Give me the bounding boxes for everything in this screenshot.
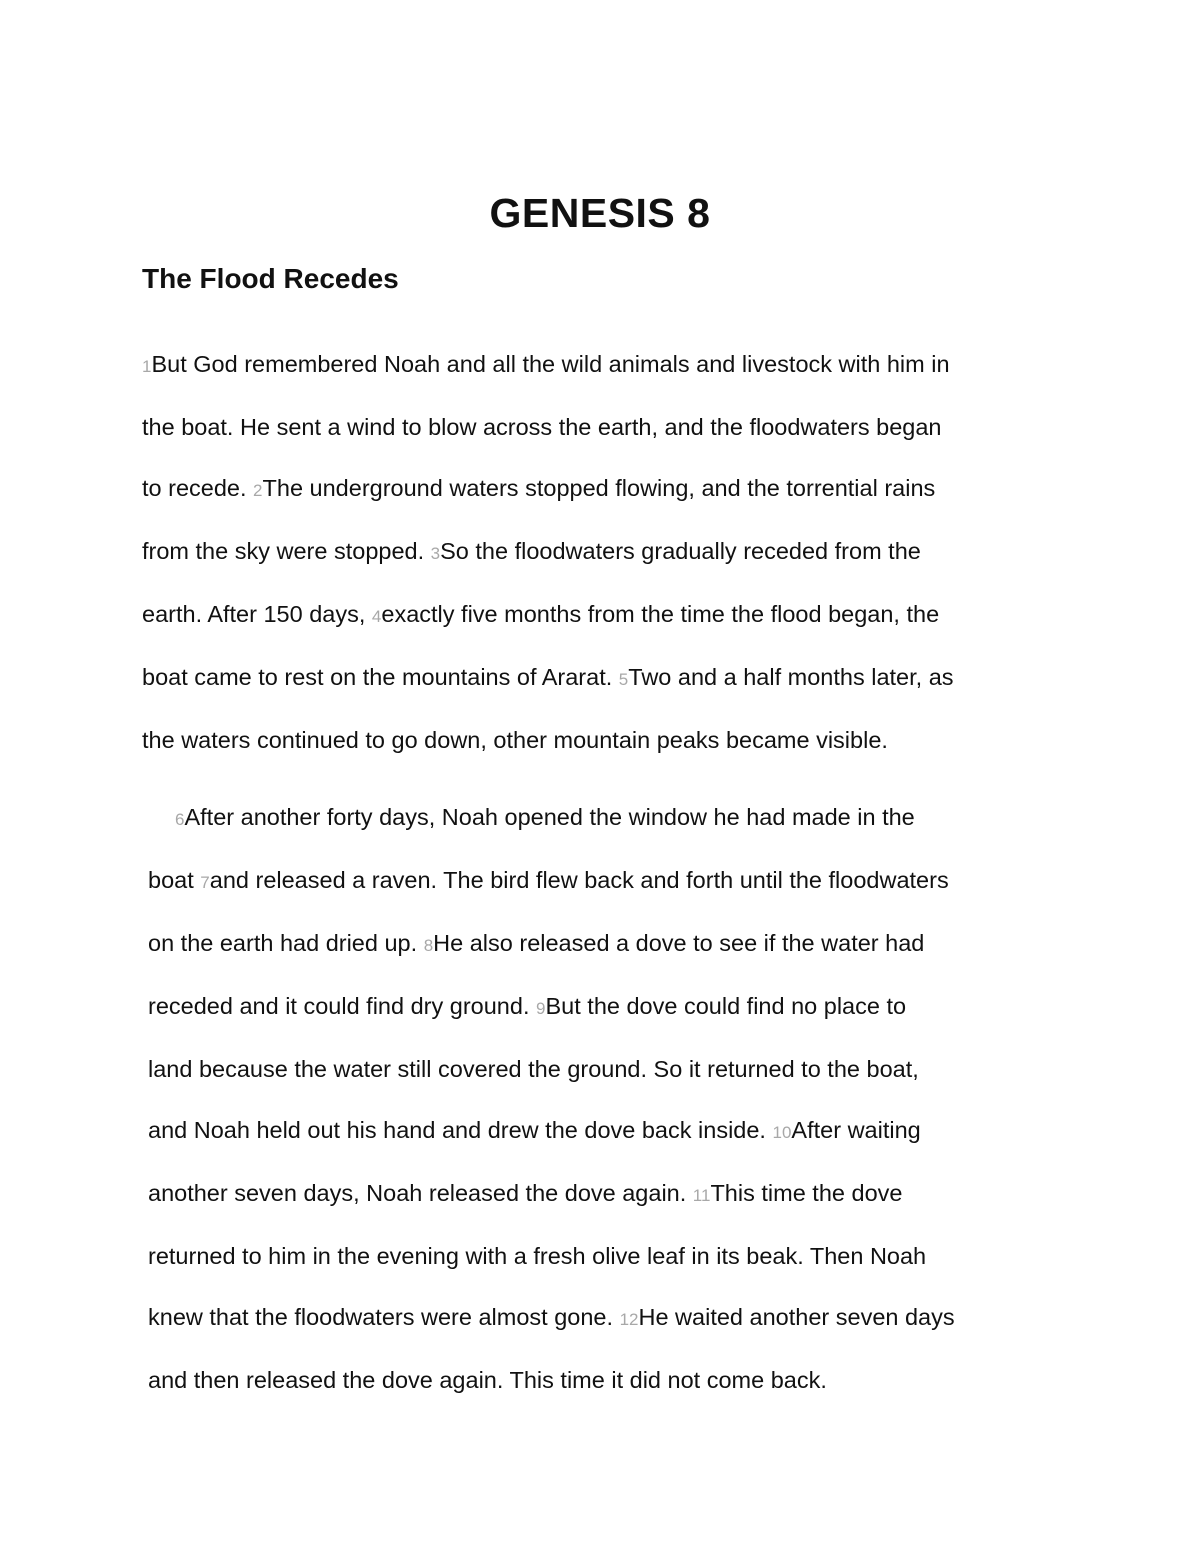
text-line [148,976,1108,1039]
text-line [142,458,1102,521]
verse-number: 5 [618,670,629,689]
text-line [142,647,1102,710]
verse-text: the boat. He sent a wind to blow across the earth, and the floodwaters began [142,414,942,440]
verse-text: After another forty days, Noah opened the window he had made in the [184,804,915,830]
verse-number: 6 [175,810,185,829]
text-line [142,397,1102,458]
verse-text: This time the dove [710,1180,903,1206]
verse-number: 2 [253,481,263,500]
verse-number: 7 [200,873,210,892]
verse-text: So the floodwaters gradually receded from the [440,538,921,564]
verse-number: 4 [371,607,382,626]
verse-number: 3 [430,544,441,563]
verse-text: Two and a half months later, as [628,664,954,690]
text-line [148,850,1108,913]
verse-text: boat came to rest on the mountains of Ararat. [142,664,619,690]
text-line [148,913,1108,976]
verse-text: and then released the dove again. This time it did not come back. [148,1367,827,1393]
verse-number: 9 [536,999,546,1018]
text-line [148,1163,1108,1226]
text-line [148,1226,1108,1287]
verse-text: and Noah held out his hand and drew the dove back inside. [148,1117,773,1143]
text-line [148,1350,1108,1411]
verse-text: earth. After 150 days, [142,601,372,627]
verse-text: from the sky were stopped. [142,538,431,564]
text-line [142,521,1102,584]
verse-number: 11 [692,1186,711,1205]
verse-text: He also released a dove to see if the water had [433,930,925,956]
text-line [142,584,1102,647]
verse-text: another seven days, Noah released the dove again. [148,1180,693,1206]
verse-text: returned to him in the evening with a fresh olive leaf in its beak. Then Noah [148,1243,927,1269]
verse-text: on the earth had dried up. [148,930,424,956]
verse-text: The underground waters stopped flowing, and the torrential rains [262,475,936,501]
verse-text: and released a raven. The bird flew back and forth until the floodwaters [209,867,949,893]
verse-text: After waiting [791,1117,921,1143]
verse-text: the waters continued to go down, other mountain peaks became visible. [142,727,888,753]
verse-text: to recede. [142,475,254,501]
verse-number: 1 [142,357,152,376]
text-line [142,710,1102,771]
paragraph-2 [148,787,1108,1411]
verse-text: boat [148,867,201,893]
verse-text: He waited another seven days [638,1304,955,1330]
verse-text: receded and it could find dry ground. [148,993,537,1019]
verse-text: exactly five months from the time the flood began, the [381,601,940,627]
verse-text: land because the water still covered the ground. So it returned to the boat, [148,1056,919,1082]
paragraph-1 [142,334,1102,771]
verse-number: 10 [772,1123,792,1142]
page-title: GENESIS 8 [489,190,711,236]
text-line [148,787,1108,850]
section-heading: The Flood Recedes [142,263,399,294]
text-line [148,1100,1108,1163]
verse-number: 12 [619,1310,639,1329]
verse-number: 8 [423,936,434,955]
text-line [148,1039,1108,1100]
verse-text: But the dove could find no place to [545,993,907,1019]
verse-text: knew that the floodwaters were almost gone. [148,1304,620,1330]
verse-text: But God remembered Noah and all the wild animals and livestock with him in [151,351,950,377]
text-line [148,1287,1108,1350]
text-line [142,334,1102,397]
